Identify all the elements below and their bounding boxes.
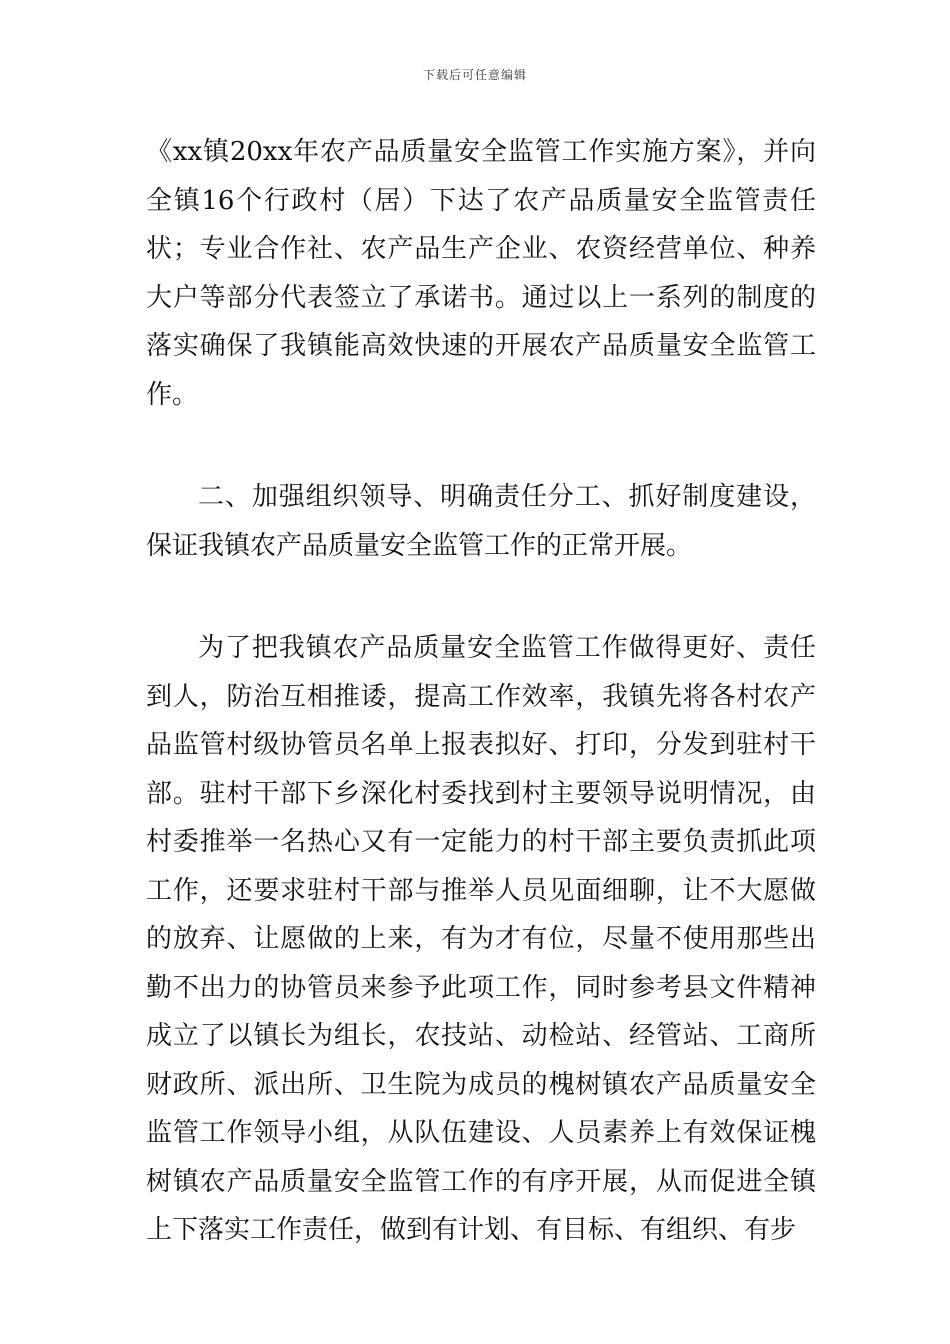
document-body: [146, 128, 816, 1255]
paragraph-continuation: 《xx镇20xx年农产品质量安全监管工作实施方案》，并向全镇16个行政村（居）下达了农产品质量安全监管责任状；专业合作社、农产品生产企业、农资经营单位、种养大户等部分代表签立了承诺书。通过以上一系列的制度的落实确保了我镇能高效快速的开展农产品质量安全监管工作。: [146, 137, 816, 410]
section-heading-two: 二、加强组织领导、明确责任分工、抓好制度建设，保证我镇农产品质量安全监管工作的正常开展。: [146, 482, 816, 561]
header-note: 下载后可任意编辑: [422, 68, 527, 82]
paragraph-body: 为了把我镇农产品质量安全监管工作做得更好、责任到人，防治互相推诿，提高工作效率，我镇先将各村农产品监管村级协管员名单上报表拟好、打印，分发到驻村干部。驻村干部下乡深化村委找到村主要领导说明情况，由村委推举一名热心又有一定能力的村干部主要负责抓此项工作，还要求驻村干部与推举人员见面细聊，让不大愿做的放弃、让愿做的上来，有为才有位，尽量不使用那些出勤不出力的协管员来参予此项工作，同时参考县文件精神成立了以镇长为组长，农技站、动检站、经管站、工商所财政所、派出所、卫生院为成员的槐树镇农产品质量安全监管工作领导小组，从队伍建设、人员素养上有效保证槐树镇农产品质量安全监管工作的有序开展，从而促进全镇上下落实工作责任，做到有计划、有目标、有组织、有步: [146, 633, 816, 1245]
